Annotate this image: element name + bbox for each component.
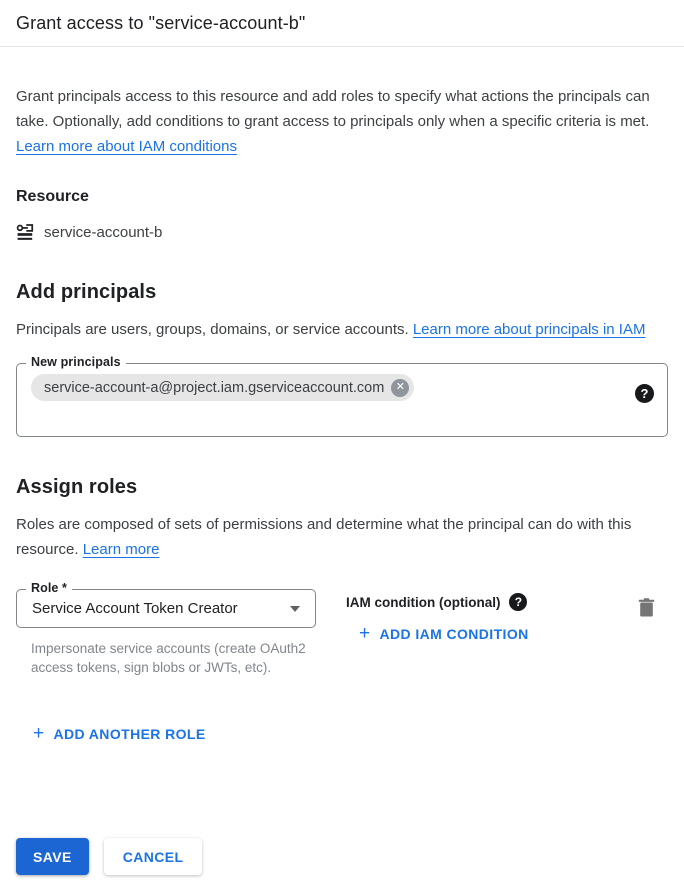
delete-role-button[interactable]	[636, 596, 657, 619]
role-helper-text: Impersonate service accounts (create OAuth2 access tokens, sign blobs or JWTs, etc).	[31, 641, 306, 675]
resource-row	[16, 223, 668, 242]
learn-more-iam-conditions-link[interactable]: Learn more about IAM conditions	[16, 138, 237, 155]
plus-icon: +	[359, 623, 371, 644]
delete-role-column	[624, 589, 668, 619]
role-select-label: Role *	[26, 581, 72, 595]
principal-chip	[31, 374, 414, 401]
iam-condition-help-icon[interactable]: ?	[509, 593, 527, 611]
iam-condition-column	[346, 589, 624, 644]
add-another-role-label: ADD ANOTHER ROLE	[53, 725, 206, 742]
new-principals-label: New principals	[26, 355, 126, 369]
add-principals-description	[16, 317, 664, 342]
principals-help-icon[interactable]: ?	[635, 384, 654, 403]
dialog-header	[0, 0, 684, 47]
chevron-down-icon	[290, 606, 300, 612]
role-select-value: Service Account Token Creator	[32, 600, 238, 617]
assign-roles-text: Roles are composed of sets of permissions and determine what the principal can do with this resource.	[16, 516, 632, 558]
dialog-title: Grant access to "service-account-b"	[16, 13, 306, 33]
add-iam-condition-label: ADD IAM CONDITION	[379, 625, 529, 642]
add-principals-heading: Add principals	[16, 281, 157, 303]
save-button[interactable]: SAVE	[16, 838, 89, 875]
assign-roles-description	[16, 512, 664, 562]
learn-more-roles-link[interactable]: Learn more	[82, 541, 160, 558]
cancel-button[interactable]: CANCEL	[104, 838, 203, 875]
dialog-body	[0, 84, 684, 744]
iam-condition-label: IAM condition (optional)	[346, 594, 501, 610]
new-principals-field[interactable]	[16, 355, 668, 437]
role-select[interactable]	[16, 581, 316, 628]
principal-chip-value: service-account-a@project.iam.gserviceaccount.com	[44, 379, 385, 396]
resource-heading: Resource	[16, 188, 89, 205]
resource-name: service-account-b	[44, 224, 163, 241]
dialog-footer	[16, 838, 202, 875]
intro-text: Grant principals access to this resource and add roles to specify what actions the principals can take. Optionally, add conditions to grant access to principals only when a specific criteria is met.	[16, 88, 650, 130]
add-iam-condition-button[interactable]	[359, 624, 529, 643]
add-principals-text: Principals are users, groups, domains, or service accounts.	[16, 321, 413, 338]
assign-roles-heading: Assign roles	[16, 476, 138, 498]
trash-icon	[638, 598, 655, 617]
intro-paragraph	[16, 84, 656, 159]
iam-condition-label-row	[346, 593, 624, 611]
service-account-icon	[16, 223, 35, 242]
chip-remove-icon[interactable]: ✕	[391, 379, 409, 397]
role-column	[16, 581, 316, 677]
role-row	[16, 581, 668, 677]
learn-more-principals-link[interactable]: Learn more about principals in IAM	[412, 321, 646, 338]
add-another-role-button[interactable]	[33, 724, 206, 743]
plus-icon: +	[33, 723, 45, 744]
